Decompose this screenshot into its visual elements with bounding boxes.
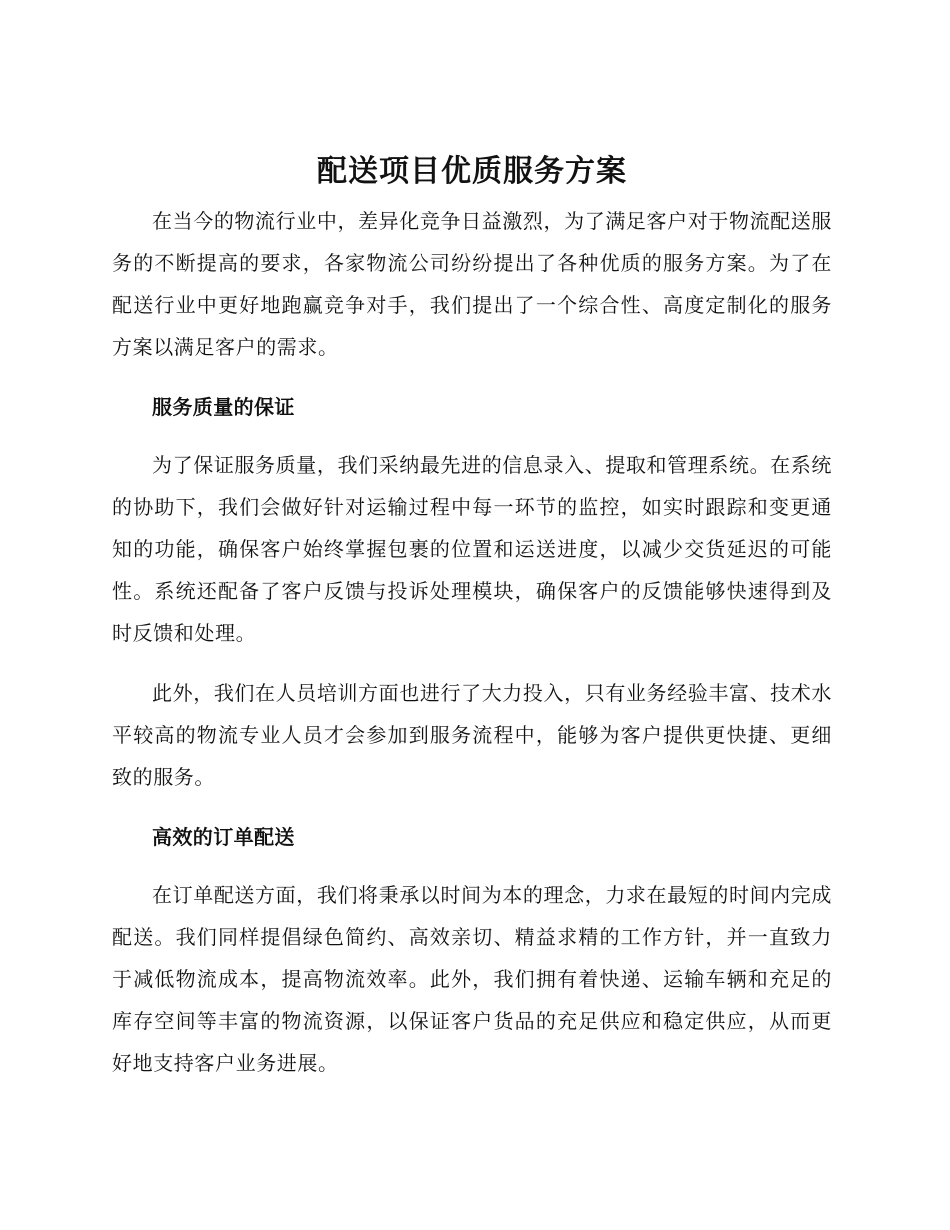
order-delivery-paragraph: 在订单配送方面，我们将秉承以时间为本的理念，力求在最短的时间内完成配送。我们同样提倡绿色简约、高效亲切、精益求精的工作方针，并一直致力于减低物流成本，提高物流效率。此外，我们拥有着快递、运输车辆和充足的库存空间等丰富的物流资源，以保证客户货品的充足供应和稳定供应，从而更好地支持客户业务进展。 bbox=[112, 883, 832, 1075]
document-title: 配送项目优质服务方案 bbox=[317, 154, 627, 189]
document-body bbox=[112, 150, 832, 1102]
intro-paragraph: 在当今的物流行业中，差异化竞争日益激烈，为了满足客户对于物流配送服务的不断提高的要求，各家物流公司纷纷提出了各种优质的服务方案。为了在配送行业中更好地跑赢竞争对手，我们提出了一个综合性、高度定制化的服务方案以满足客户的需求。 bbox=[112, 209, 832, 359]
section-heading-order-delivery: 高效的订单配送 bbox=[152, 825, 295, 849]
training-paragraph: 此外，我们在人员培训方面也进行了大力投入，只有业务经验丰富、技术水平较高的物流专业人员才会参加到服务流程中，能够为客户提供更快捷、更细致的服务。 bbox=[112, 681, 832, 789]
section-heading-service-quality: 服务质量的保证 bbox=[152, 395, 295, 419]
service-quality-paragraph: 为了保证服务质量，我们采纳最先进的信息录入、提取和管理系统。在系统的协助下，我们会做好针对运输过程中每一环节的监控，如实时跟踪和变更通知的功能，确保客户始终掌握包裹的位置和运送进度，以减少交货延迟的可能性。系统还配备了客户反馈与投诉处理模块，确保客户的反馈能够快速得到及时反馈和处理。 bbox=[112, 453, 832, 645]
